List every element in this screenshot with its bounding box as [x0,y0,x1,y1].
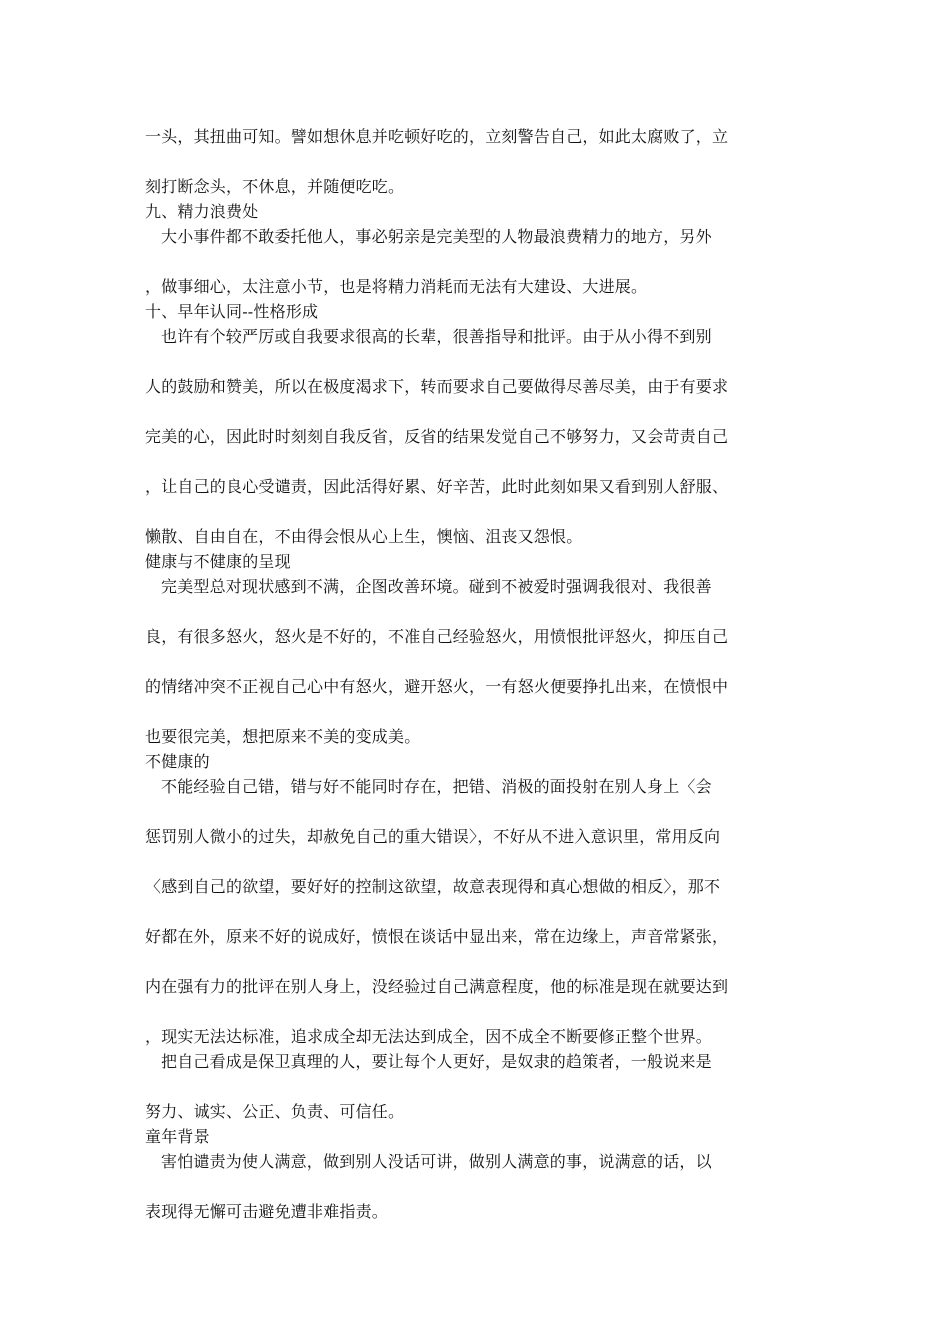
text-line: 人的鼓励和赞美，所以在极度渴求下，转而要求自己要做得尽善尽美，由于有要求 [145,377,729,396]
text-line: 的情绪冲突不正视自己心中有怒火，避开怒火，一有怒火便要挣扎出来，在愤恨中 [145,677,729,696]
text-line: ，让自己的良心受谴责，因此活得好累、好辛苦，此时此刻如果又看到别人舒服、 [145,477,729,496]
text-line: 表现得无懈可击避免遭非难指责。 [145,1202,389,1221]
text-line: ，做事细心，太注意小节，也是将精力消耗而无法有大建设、大进展。 [145,277,648,296]
text-line: 〈感到自己的欲望，要好好的控制这欲望，故意表现得和真心想做的相反〉，那不 [145,877,721,896]
text-line: 害怕谴责为使人满意，做到别人没话可讲，做别人满意的事，说满意的话，以 [161,1152,712,1171]
text-line: 一头，其扭曲可知。譬如想休息并吃顿好吃的，立刻警告自己，如此太腐败了，立 [145,127,729,146]
text-line: 内在强有力的批评在别人身上，没经验过自己满意程度，他的标准是现在就要达到 [145,977,729,996]
section-heading: 童年背景 [145,1127,210,1146]
text-line: 惩罚别人微小的过失，却赦免自己的重大错误〉，不好从不进入意识里，常用反向 [145,827,721,846]
text-line: 完美的心，因此时时刻刻自我反省，反省的结果发觉自己不够努力，又会苛责自己 [145,427,729,446]
text-line: 刻打断念头，不休息，并随便吃吃。 [145,177,405,196]
text-line: 把自己看成是保卫真理的人，要让每个人更好，是奴隶的趋策者，一般说来是 [161,1052,712,1071]
text-line: 好都在外，原来不好的说成好，愤恨在谈话中显出来，常在边缘上，声音常紧张， [145,927,729,946]
text-line: 也要很完美，想把原来不美的变成美。 [145,727,421,746]
text-line: 努力、诚实、公正、负责、可信任。 [145,1102,405,1121]
text-line: 完美型总对现状感到不满，企图改善环境。碰到不被爱时强调我很对、我很善 [161,577,712,596]
section-heading: 十、早年认同--性格形成 [145,302,319,321]
section-heading: 九、精力浪费处 [145,202,259,221]
text-line: 也许有个较严厉或自我要求很高的长辈，很善指导和批评。由于从小得不到别 [161,327,712,346]
section-heading: 健康与不健康的呈现 [145,552,291,571]
text-line: 大小事件都不敢委托他人，事必躬亲是完美型的人物最浪费精力的地方，另外 [161,227,712,246]
section-heading: 不健康的 [145,752,210,771]
text-line: 良，有很多怒火，怒火是不好的，不准自己经验怒火，用愤恨批评怒火，抑压自己 [145,627,729,646]
text-line: ，现实无法达标准，追求成全却无法达到成全，因不成全不断要修正整个世界。 [145,1027,713,1046]
text-line: 不能经验自己错，错与好不能同时存在，把错、消极的面投射在别人身上〈会 [161,777,712,796]
text-line: 懒散、自由自在，不由得会恨从心上生，懊恼、沮丧又怨恨。 [145,527,583,546]
